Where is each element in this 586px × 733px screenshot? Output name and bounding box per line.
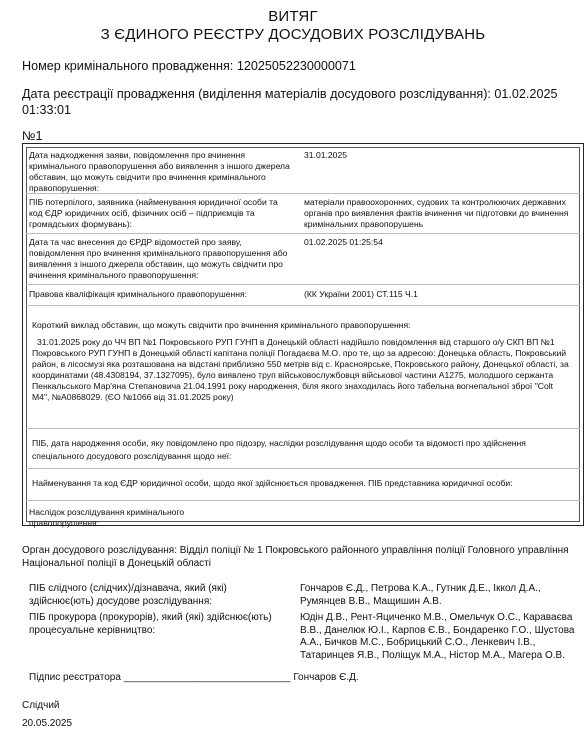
row-divider [26,284,580,285]
entry-date-value: 01.02.2025 01:25:54 [304,237,383,247]
row-divider [26,500,580,501]
registrar-name: Гончаров Є.Д. [293,672,359,683]
prosecutors-label: ПІБ прокурора (прокурорів), який (які) здійснює(ють) процесуальне керівництво: [29,612,272,636]
signature-label: Підпис реєстратора [29,672,121,683]
document-date: 20.05.2025 [22,718,73,729]
registration-date-label: Дата реєстрації провадження (виділення матеріалів досудового розслідування): [22,87,491,101]
document-title: ВИТЯГ [268,8,318,25]
proceeding-number-row [22,58,582,74]
proceeding-number-label: Номер кримінального провадження: [22,59,234,73]
row-divider [26,233,580,234]
prosecutors-value: Юдін Д.В., Рент-Яциченко М.В., Омельчук О.С., Караваєва В.В., Данелюк Ю.І., Карпов Є.В., Бондаренко Г.О., Шустова А.А., Бичков М.С., Бобрицький С.О., Ленкевич І.В., Татаринцев Я.В., Поліщук М.А., Ністор М.А., Магера О.В. [300,612,575,661]
consequence-label: Наслідок розслідування кримінального правопорушення: [29,507,185,528]
investigators-value: Гончаров Є.Д., Петрова К.А., Гутник Д.Е., Іккол Д.А., Румянцев В.В., Мащишин А.В. [300,583,541,607]
investigators-label: ПІБ слідчого (слідчих)/дізнавача, який (які) здійснює(ють) досудове розслідування: [29,583,227,607]
proceeding-number-value: 12025052230000071 [236,59,356,73]
summary-text: 31.01.2025 року до ЧЧ ВП №1 Покровського РУП ГУНП в Донецькій області надійшло повідомлення від старшого о/у СКП ВП №1 Покровського РУП ГУНП в Донецькій області капітана поліції Погадаєва М.О. про те, що за адресою: Донецька область, Покровський район, в лісосмузі яка розташована на відстані приблизно 550 метрів від с. Красноярське, Покровського району, Донецької області, за координатами (48.4308194, 37.1327095), було виявлено труп військовослужбовця військової частини А1275, молодшого сержанта Пенкальського Мар'яна Степановича 21.04.1991 року народження, біля якого знаходилась його табельна вогнепальної зброї "Colt M4", №А0868029. (ЄО №1066 від 31.01.2025 року) [32,337,569,402]
victim-value: матеріали правоохоронних, судових та контролюючих державних органів про виявлення фактів вчинення чи підготовки до вчинення кримінальних правопорушень [304,197,569,229]
authority-value: Відділ поліції № 1 Покровського районного управління поліції Головного управління Національної поліції в Донецькій області [22,545,569,569]
victim-label: ПІБ потерпілого, заявника (найменування юридичної особи та код ЄДР юридичних осіб, фізичних осіб – підприємців та громадських формувань): [29,197,278,229]
qualification-value: (КК України 2001) СТ.115 Ч.1 [304,289,418,299]
document-subtitle: З ЄДИНОГО РЕЄСТРУ ДОСУДОВИХ РОЗСЛІДУВАНЬ [100,26,486,43]
entry-date-label: Дата та час внесення до ЄРДР відомостей про заяву, повідомлення про вчинення кримінального правопорушення або виявлення з іншого джерела обставин, що можуть свідчити про вчинення кримінального правопорушення: [29,237,288,280]
row-divider [26,305,580,306]
suspect-label: ПІБ, дата народження особи, яку повідомлено про підозру, наслідки розслідування щодо особи та відомості про здійснення спеціального досудового розслідування щодо неї: [32,438,526,461]
signature-line: ______________________________ [123,672,291,683]
authority-row [22,544,582,570]
legal-entity-label: Найменування та код ЄДР юридичної особи, щодо якої здійснюється провадження. ПІБ представника юридичної особи: [32,478,513,488]
signature-row [29,672,359,683]
row-divider [26,428,580,429]
qualification-label: Правова кваліфікація кримінального правопорушення: [29,289,248,299]
row-divider [26,468,580,469]
registration-time-value: 01:33:01 [22,103,72,117]
row-divider [26,193,580,194]
authority-label: Орган досудового розслідування: [22,545,177,556]
record-number: №1 [22,129,43,143]
received-date-value: 31.01.2025 [304,150,348,160]
received-date-label: Дата надходження заяви, повідомлення про вчинення кримінального правопорушення або виявлення з іншого джерела обставин, що можуть свідчити про вчинення кримінального правопорушення: [29,150,290,193]
summary-label: Короткий виклад обставин, що можуть свідчити про вчинення кримінального правопорушення: [32,320,411,330]
registration-date-row [22,86,582,118]
registration-date-value: 01.02.2025 [494,87,558,101]
registrar-role: Слідчий [22,700,60,711]
